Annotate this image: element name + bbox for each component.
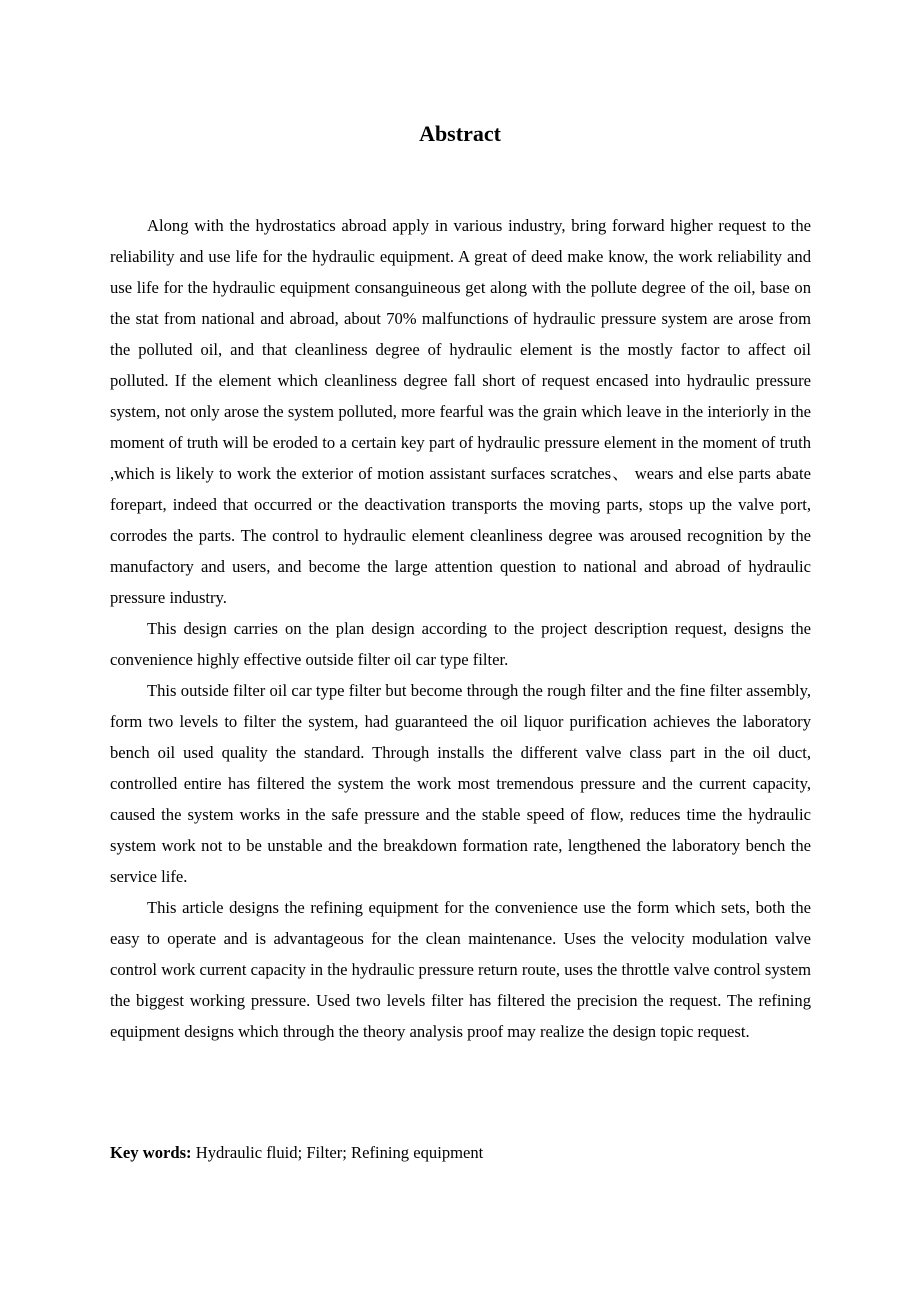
abstract-paragraph-1: Along with the hydrostatics abroad apply in various industry, bring forward higher request to the reliability and use life for the hydraulic equipment. A great of deed make know, the work reliability and use life for the hydraulic equipment consanguineous get along with the pollute degree of the oil, base on the stat from national and abroad, about 70% malfunctions of hydraulic pressure system are arose from the polluted oil, and that cleanliness degree of hydraulic element is the mostly factor to affect oil polluted. If the element which cleanliness degree fall short of request encased into hydraulic pressure system, not only arose the system polluted, more fearful was the grain which leave in the interiorly in the moment of truth will be eroded to a certain key part of hydraulic pressure element in the moment of truth ,which is likely to work the exterior of motion assistant surfaces scratches、 wears and else parts abate forepart, indeed that occurred or the deactivation transports the moving parts, stops up the valve port, corrodes the parts. The control to hydraulic element cleanliness degree was aroused recognition by the manufactory and users, and become the large attention question to national and abroad of hydraulic pressure industry. bbox=[110, 216, 811, 607]
abstract-paragraph-4: This article designs the refining equipment for the convenience use the form which sets, both the easy to operate and is advantageous for the clean maintenance. Uses the velocity modulation valve control work current capacity in the hydraulic pressure return route, uses the throttle valve control system the biggest working pressure. Used two levels filter has filtered the precision the request. The refining equipment designs which through the theory analysis proof may realize the design topic request. bbox=[110, 898, 811, 1041]
abstract-body bbox=[110, 210, 811, 1047]
keywords-line bbox=[110, 1137, 811, 1168]
keywords-text: Hydraulic fluid; Filter; Refining equipment bbox=[191, 1143, 484, 1162]
keywords-label: Key words: bbox=[110, 1143, 192, 1162]
abstract-paragraph-2: This design carries on the plan design according to the project description request, designs the convenience highly effective outside filter oil car type filter. bbox=[110, 619, 811, 669]
abstract-title: Abstract bbox=[419, 121, 501, 146]
abstract-paragraph-3: This outside filter oil car type filter but become through the rough filter and the fine filter assembly, form two levels to filter the system, had guaranteed the oil liquor purification achieves the laboratory bench oil used quality the standard. Through installs the different valve class part in the oil duct, controlled entire has filtered the system the work most tremendous pressure and the current capacity, caused the system works in the safe pressure and the stable speed of flow, reduces time the hydraulic system work not to be unstable and the breakdown formation rate, lengthened the laboratory bench the service life. bbox=[110, 681, 811, 886]
